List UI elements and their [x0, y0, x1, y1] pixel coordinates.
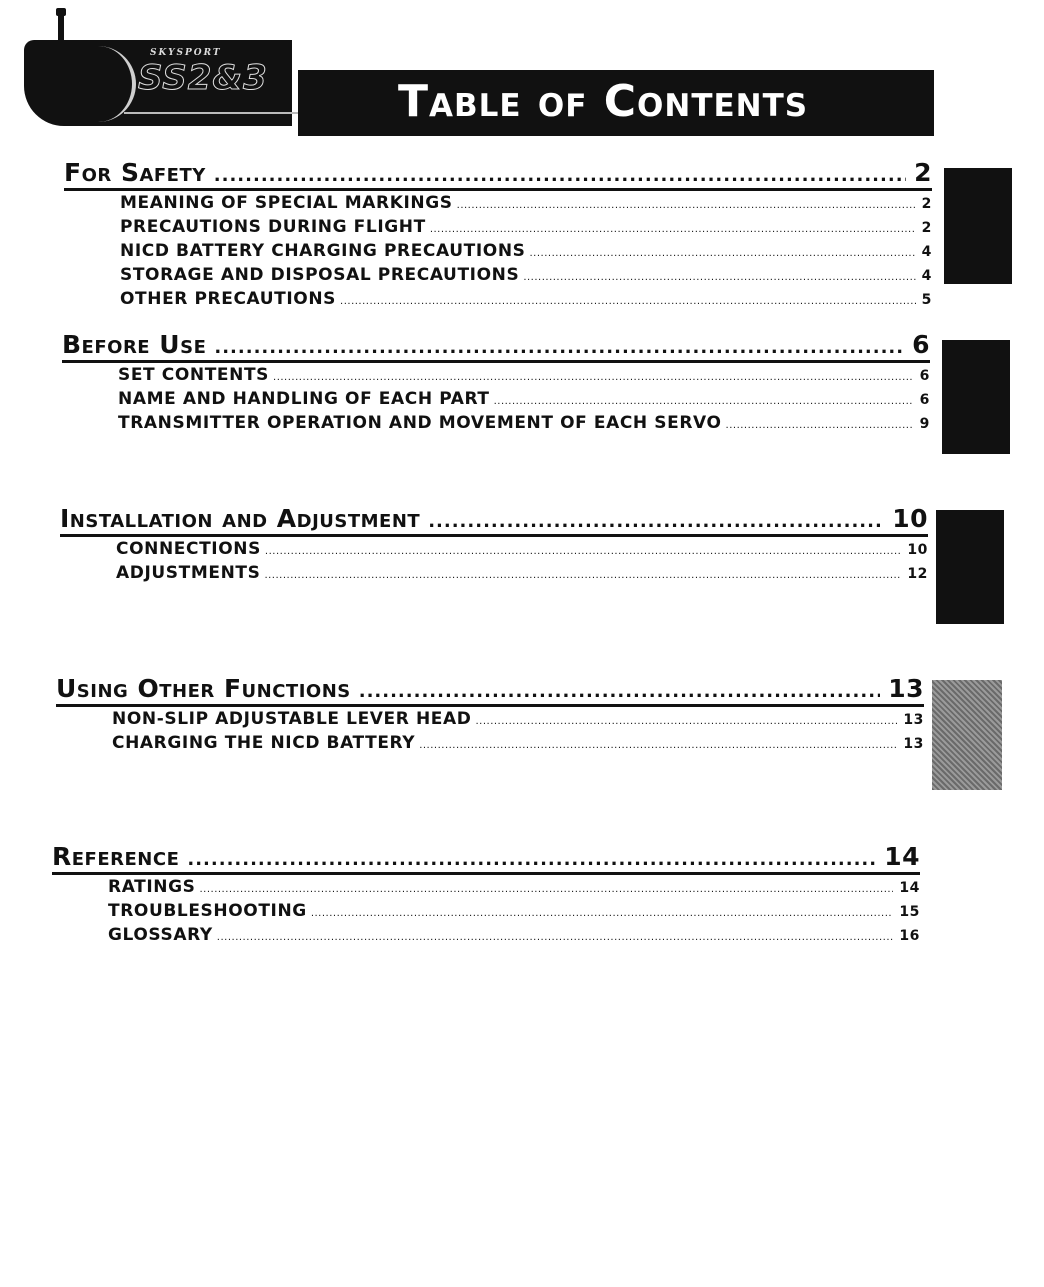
thumb-tab-other-functions[interactable]: [932, 680, 1002, 790]
entry-label: OTHER PRECAUTIONS: [120, 289, 337, 309]
dot-leader: [340, 296, 916, 307]
toc-entry[interactable]: [56, 709, 924, 733]
dot-leader: [428, 504, 884, 533]
entry-label: PRECAUTIONS DURING FLIGHT: [120, 217, 426, 237]
entry-label: MEANING OF SPECIAL MARKINGS: [120, 193, 453, 213]
toc-entry[interactable]: [62, 365, 930, 389]
section-page: 10: [892, 504, 928, 533]
model-name: SS2&3: [138, 58, 268, 98]
entry-label: STORAGE AND DISPOSAL PRECAUTIONS: [120, 265, 520, 285]
entry-page: 5: [921, 292, 932, 308]
dot-leader: [419, 740, 897, 751]
entry-label: NICD BATTERY CHARGING PRECAUTIONS: [120, 241, 526, 261]
section-page: 6: [912, 330, 930, 359]
entry-label: ADJUSTMENTS: [116, 563, 261, 583]
dot-leader: [264, 570, 901, 581]
toc-entry[interactable]: [62, 389, 930, 413]
entry-page: 6: [919, 368, 930, 384]
entry-label: NON-SLIP ADJUSTABLE LEVER HEAD: [112, 709, 472, 729]
section-heading[interactable]: [60, 504, 928, 537]
toc-section-reference: [52, 842, 920, 949]
dot-leader: [523, 272, 915, 283]
entry-label: SET CONTENTS: [118, 365, 270, 385]
dot-leader: [359, 674, 880, 703]
toc-entry[interactable]: [52, 877, 920, 901]
dot-leader: [199, 884, 893, 895]
toc-entry[interactable]: [60, 563, 928, 587]
section-title: Before Use: [62, 330, 207, 359]
section-heading[interactable]: [64, 158, 932, 191]
toc-section-other-functions: [56, 674, 924, 757]
section-heading[interactable]: [56, 674, 924, 707]
antenna-rod: [58, 12, 64, 46]
toc-entry[interactable]: [52, 925, 920, 949]
entry-label: TRANSMITTER OPERATION AND MOVEMENT OF EACH SERVO: [118, 413, 722, 433]
entry-label: CONNECTIONS: [116, 539, 261, 559]
logo-underline: [124, 112, 314, 114]
toc-entry[interactable]: [64, 289, 932, 313]
dot-leader: [726, 420, 914, 431]
logo-curve: [96, 46, 136, 122]
entry-page: 9: [919, 416, 930, 432]
entry-label: TROUBLESHOOTING: [108, 901, 307, 921]
entry-page: 2: [921, 220, 932, 236]
dot-leader: [217, 932, 894, 943]
entry-page: 14: [899, 880, 920, 896]
toc-entry[interactable]: [64, 241, 932, 265]
product-logo: [24, 40, 292, 126]
section-page: 2: [914, 158, 932, 187]
dot-leader: [475, 716, 897, 727]
toc-entry[interactable]: [60, 539, 928, 563]
entry-label: NAME AND HANDLING OF EACH PART: [118, 389, 490, 409]
section-page: 14: [884, 842, 920, 871]
dot-leader: [214, 158, 906, 187]
title-bar: [298, 70, 934, 136]
entry-page: 2: [921, 196, 932, 212]
toc-section-for-safety: [64, 158, 932, 313]
entry-label: RATINGS: [108, 877, 196, 897]
toc-entry[interactable]: [64, 193, 932, 217]
toc-entry[interactable]: [64, 217, 932, 241]
entry-page: 6: [919, 392, 930, 408]
dot-leader: [265, 546, 901, 557]
toc-entry[interactable]: [62, 413, 930, 437]
section-page: 13: [888, 674, 924, 703]
entry-page: 13: [903, 736, 924, 752]
entry-page: 10: [907, 542, 928, 558]
dot-leader: [214, 330, 904, 359]
entry-page: 4: [921, 244, 932, 260]
section-title: Reference: [52, 842, 180, 871]
toc-entry[interactable]: [56, 733, 924, 757]
section-heading[interactable]: [52, 842, 920, 875]
thumb-tab-before-use[interactable]: [942, 340, 1010, 454]
section-title: Using Other Functions: [56, 674, 351, 703]
entry-label: CHARGING THE NICD BATTERY: [112, 733, 416, 753]
page-title: Table of Contents: [398, 76, 809, 127]
entry-page: 16: [899, 928, 920, 944]
section-title: For Safety: [64, 158, 206, 187]
dot-leader: [187, 842, 876, 871]
dot-leader: [311, 908, 893, 919]
entry-label: GLOSSARY: [108, 925, 213, 945]
section-heading[interactable]: [62, 330, 930, 363]
entry-page: 15: [899, 904, 920, 920]
thumb-tab-installation[interactable]: [936, 510, 1004, 624]
section-title: Installation and Adjustment: [60, 504, 421, 533]
toc-entry[interactable]: [52, 901, 920, 925]
entry-page: 4: [921, 268, 932, 284]
toc-section-installation: [60, 504, 928, 587]
thumb-tab-for-safety[interactable]: [944, 168, 1012, 284]
dot-leader: [494, 396, 914, 407]
dot-leader: [457, 200, 916, 211]
dot-leader: [530, 248, 916, 259]
toc-entry[interactable]: [64, 265, 932, 289]
toc-section-before-use: [62, 330, 930, 437]
entry-page: 12: [907, 566, 928, 582]
entry-page: 13: [903, 712, 924, 728]
brand-name: SKYSPORT: [150, 48, 222, 58]
dot-leader: [430, 224, 916, 235]
dot-leader: [273, 372, 914, 383]
